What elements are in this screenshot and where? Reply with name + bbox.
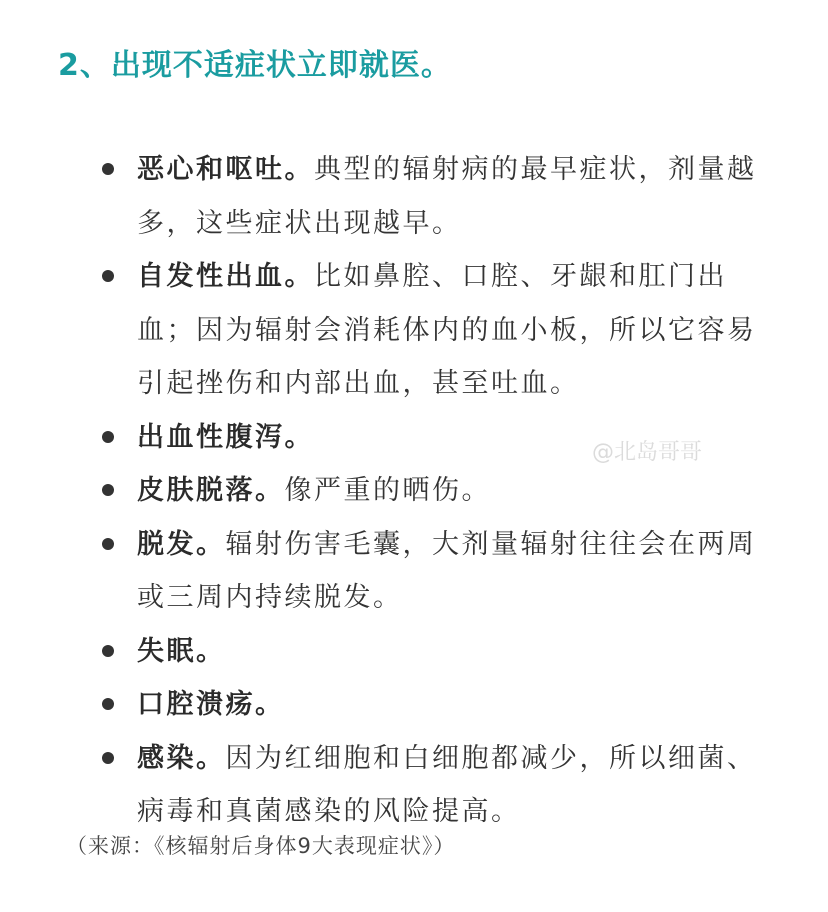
list-item — [0, 143, 828, 250]
list-item — [0, 518, 828, 625]
bullet-icon — [102, 538, 114, 550]
item-desc: 典型的辐射病的最早症状，剂量越多，这些症状出现越早。 — [137, 154, 757, 239]
item-desc: 比如鼻腔、口腔、牙龈和肛门出血；因为辐射会消耗体内的血小板，所以它容易引起挫伤和内部出血，甚至吐血。 — [137, 261, 757, 399]
item-term: 感染。 — [137, 742, 226, 774]
bullet-icon — [102, 698, 114, 710]
item-term: 口腔溃疡。 — [137, 689, 285, 720]
item-term: 自发性出血。 — [137, 261, 314, 292]
bullet-icon — [102, 752, 114, 764]
bullet-icon — [102, 484, 114, 496]
item-term: 皮肤脱落。 — [137, 475, 285, 506]
item-term: 恶心和呕吐。 — [137, 154, 314, 185]
section-heading: 2、出现不适症状立即就医。 — [58, 48, 452, 83]
watermark: @北岛哥哥 — [592, 440, 703, 465]
item-term: 失眠。 — [137, 635, 226, 667]
item-term: 脱发。 — [137, 528, 226, 560]
list-item — [0, 250, 828, 411]
list-item — [0, 411, 828, 465]
item-term: 出血性腹泻。 — [137, 421, 314, 453]
item-desc: 辐射伤害毛囊，大剂量辐射往往会在两周或三周内持续脱发。 — [137, 528, 757, 613]
bullet-icon — [102, 431, 114, 443]
bullet-icon — [102, 270, 114, 282]
item-desc: 因为红细胞和白细胞都减少，所以细菌、病毒和真菌感染的风险提高。 — [137, 742, 757, 827]
list-item — [0, 732, 828, 839]
bullet-icon — [102, 645, 114, 657]
source-note: （来源：《核辐射后身体9大表现症状》） — [66, 834, 456, 858]
list-item — [0, 464, 828, 518]
list-item — [0, 678, 828, 732]
list-item — [0, 625, 828, 679]
item-desc: 像严重的晒伤。 — [284, 475, 491, 506]
bullet-icon — [102, 163, 114, 175]
symptom-list — [0, 143, 828, 839]
